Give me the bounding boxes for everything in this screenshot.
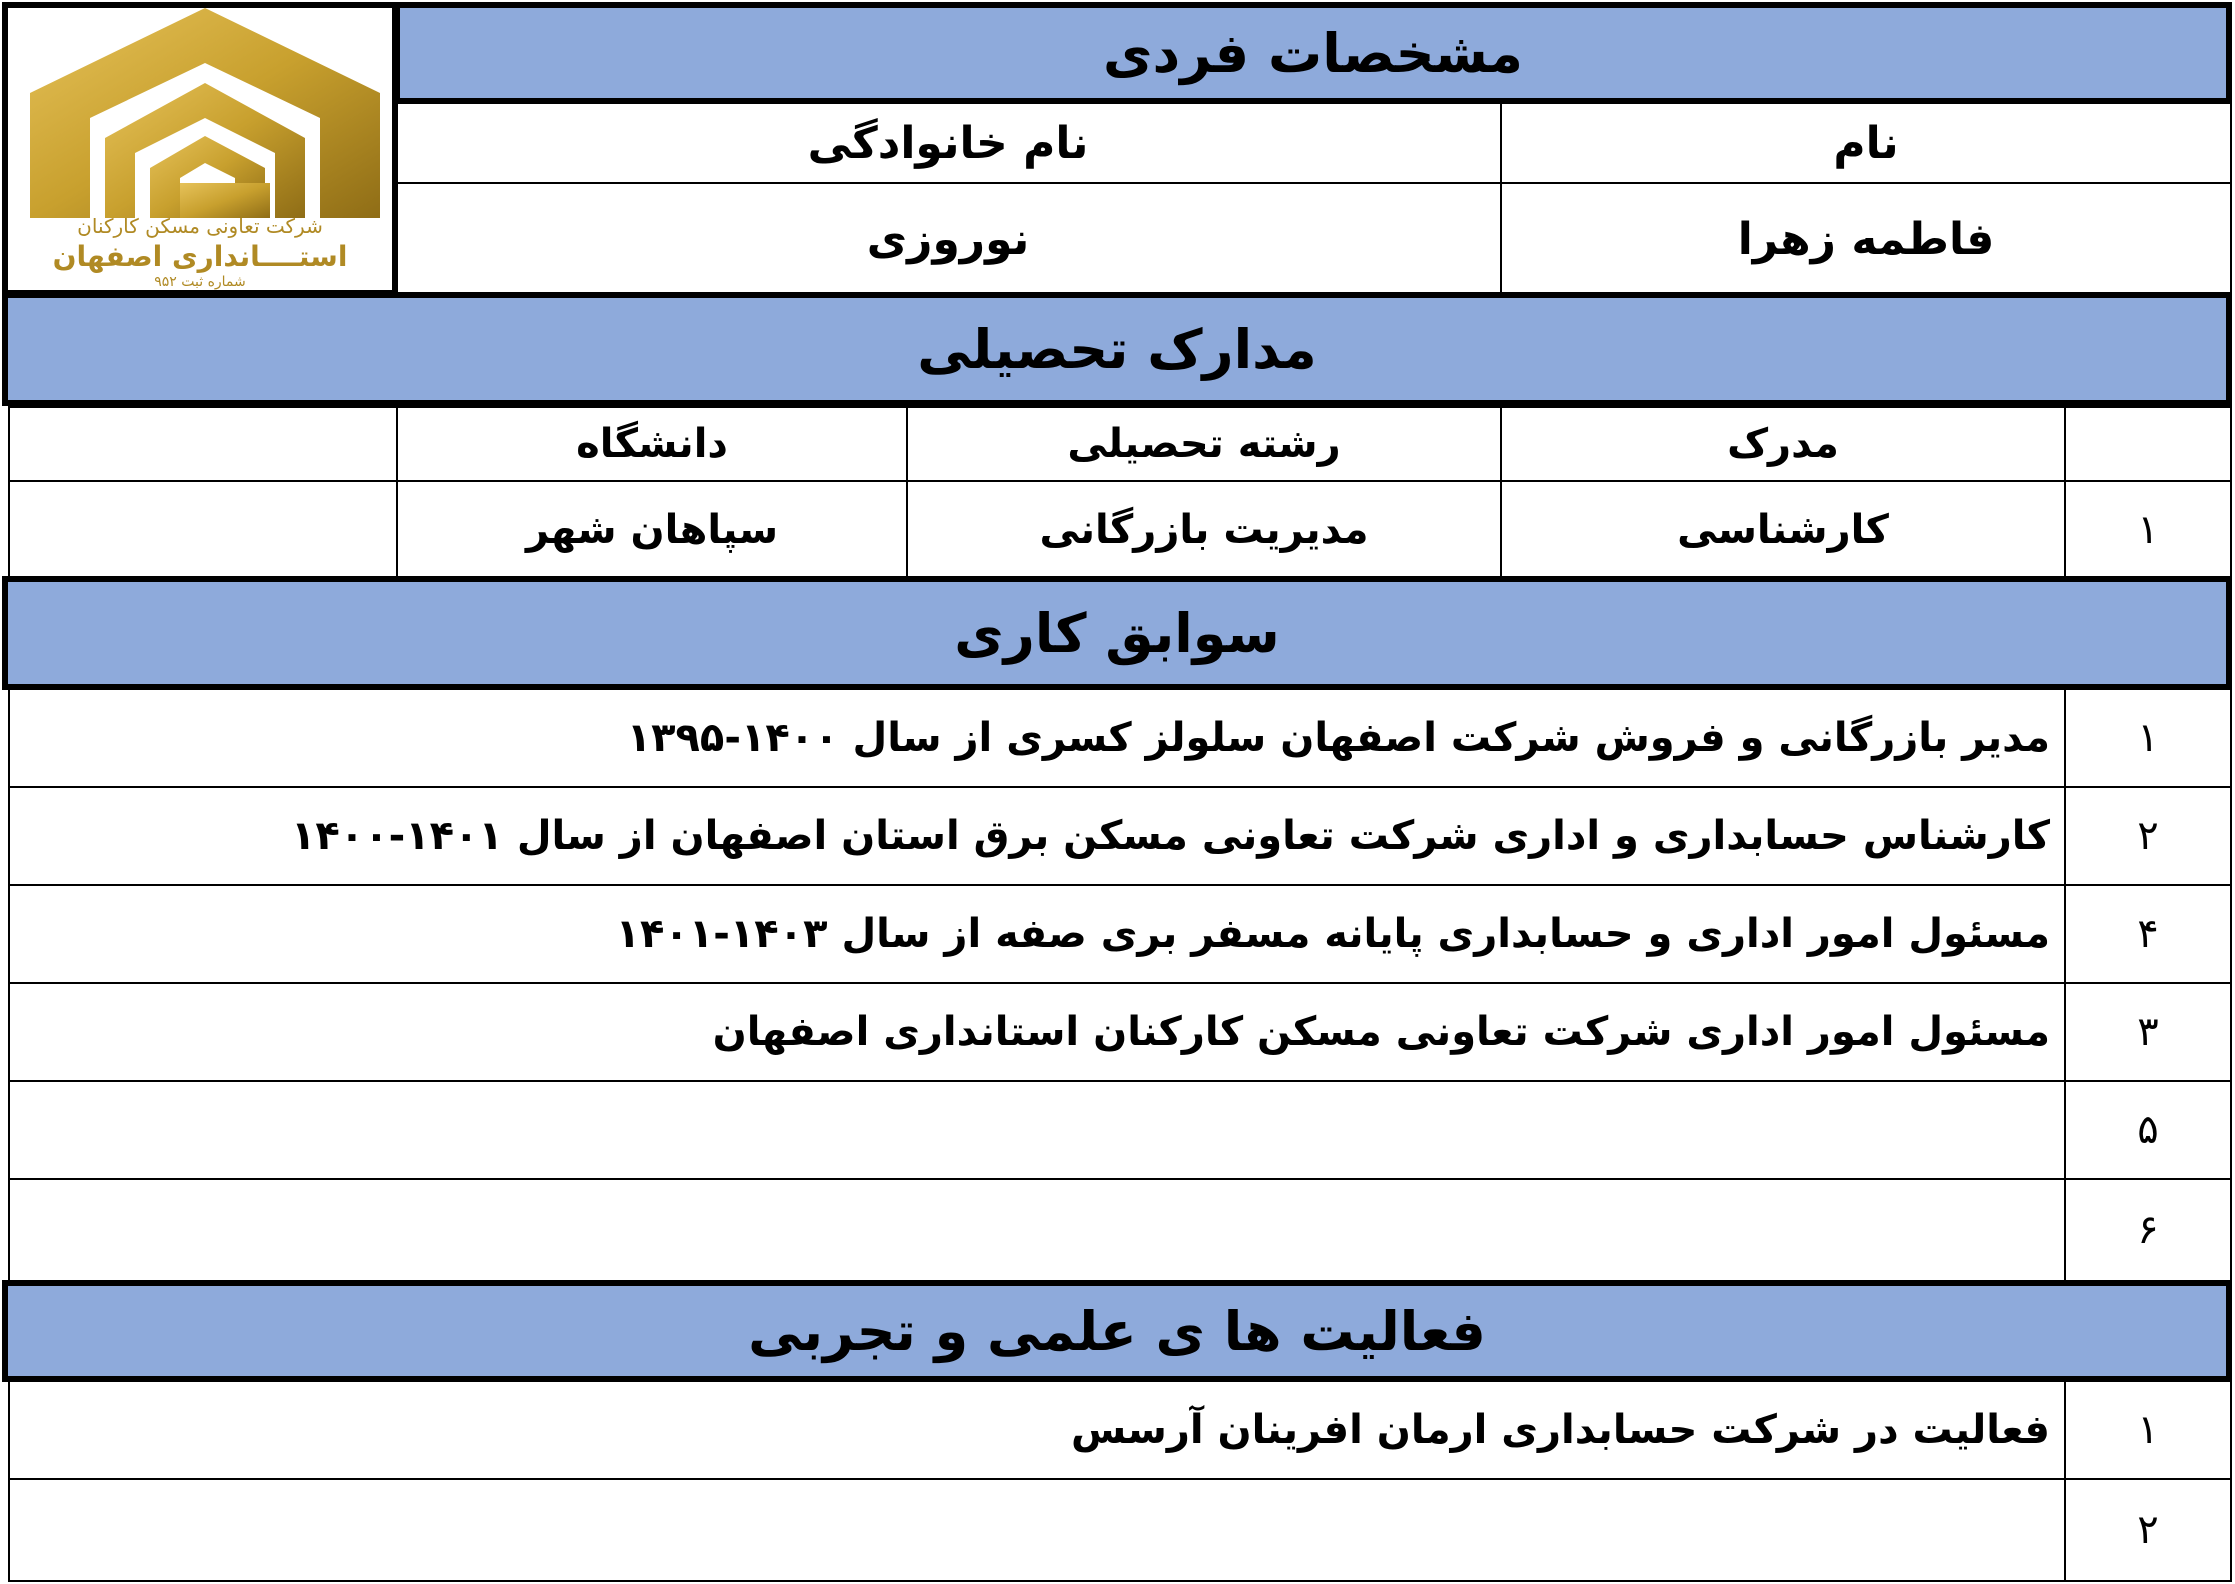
work-row-num: ۴	[2064, 884, 2232, 984]
work-row-text	[8, 1178, 2066, 1282]
logo-line2: استــــانداری اصفهان	[52, 240, 348, 273]
work-row-num: ۳	[2064, 982, 2232, 1082]
activities-title: فعالیت ها ی علمی و تجربی	[2, 1280, 2232, 1382]
edu-header-num	[2064, 406, 2232, 482]
edu-row-field: مدیریت بازرگانی	[906, 480, 1502, 580]
work-row-num: ۶	[2064, 1178, 2232, 1282]
first-name-label: نام	[1500, 102, 2232, 184]
work-row-num: ۵	[2064, 1080, 2232, 1180]
edu-row-degree: کارشناسی	[1500, 480, 2066, 580]
house-logo-icon	[30, 8, 380, 218]
work-row-num: ۱	[2064, 688, 2232, 788]
logo-line1: شرکت تعاونی مسکن کارکنان	[77, 214, 323, 238]
edu-header-field: رشته تحصیلی	[906, 406, 1502, 482]
work-row-text: کارشناس حسابداری و اداری شرکت تعاونی مسکن برق استان اصفهان از سال ۱۴۰۱-۱۴۰۰	[8, 786, 2066, 886]
activity-row-text	[8, 1478, 2066, 1582]
activity-row-text: فعالیت در شرکت حسابداری ارمان افرینان آرسس	[8, 1380, 2066, 1480]
edu-header-degree: مدرک	[1500, 406, 2066, 482]
activity-row-num: ۲	[2064, 1478, 2232, 1582]
work-title: سوابق کاری	[2, 576, 2232, 690]
last-name-label: نام خانوادگی	[394, 102, 1502, 184]
edu-row-university: سپاهان شهر	[396, 480, 908, 580]
logo-line3: شماره ثبت ۹۵۲	[154, 274, 246, 290]
first-name-value: فاطمه زهرا	[1500, 182, 2232, 296]
personal-title: مشخصات فردی	[394, 2, 2232, 104]
edu-header-university: دانشگاه	[396, 406, 908, 482]
work-row-text: مدیر بازرگانی و فروش شرکت اصفهان سلولز کسری از سال ۱۴۰۰-۱۳۹۵	[8, 688, 2066, 788]
activity-row-num: ۱	[2064, 1380, 2232, 1480]
work-row-text	[8, 1080, 2066, 1180]
last-name-value: نوروزی	[394, 182, 1502, 296]
logo-box	[2, 2, 398, 296]
edu-row-num: ۱	[2064, 480, 2232, 580]
edu-row-empty	[8, 480, 398, 580]
education-title: مدارک تحصیلی	[2, 292, 2232, 406]
work-row-text: مسئول امور اداری و حسابداری پایانه مسفر بری صفه از سال ۱۴۰۳-۱۴۰۱	[8, 884, 2066, 984]
edu-header-empty	[8, 406, 398, 482]
work-row-num: ۲	[2064, 786, 2232, 886]
work-row-text: مسئول امور اداری شرکت تعاونی مسکن کارکنان استانداری اصفهان	[8, 982, 2066, 1082]
